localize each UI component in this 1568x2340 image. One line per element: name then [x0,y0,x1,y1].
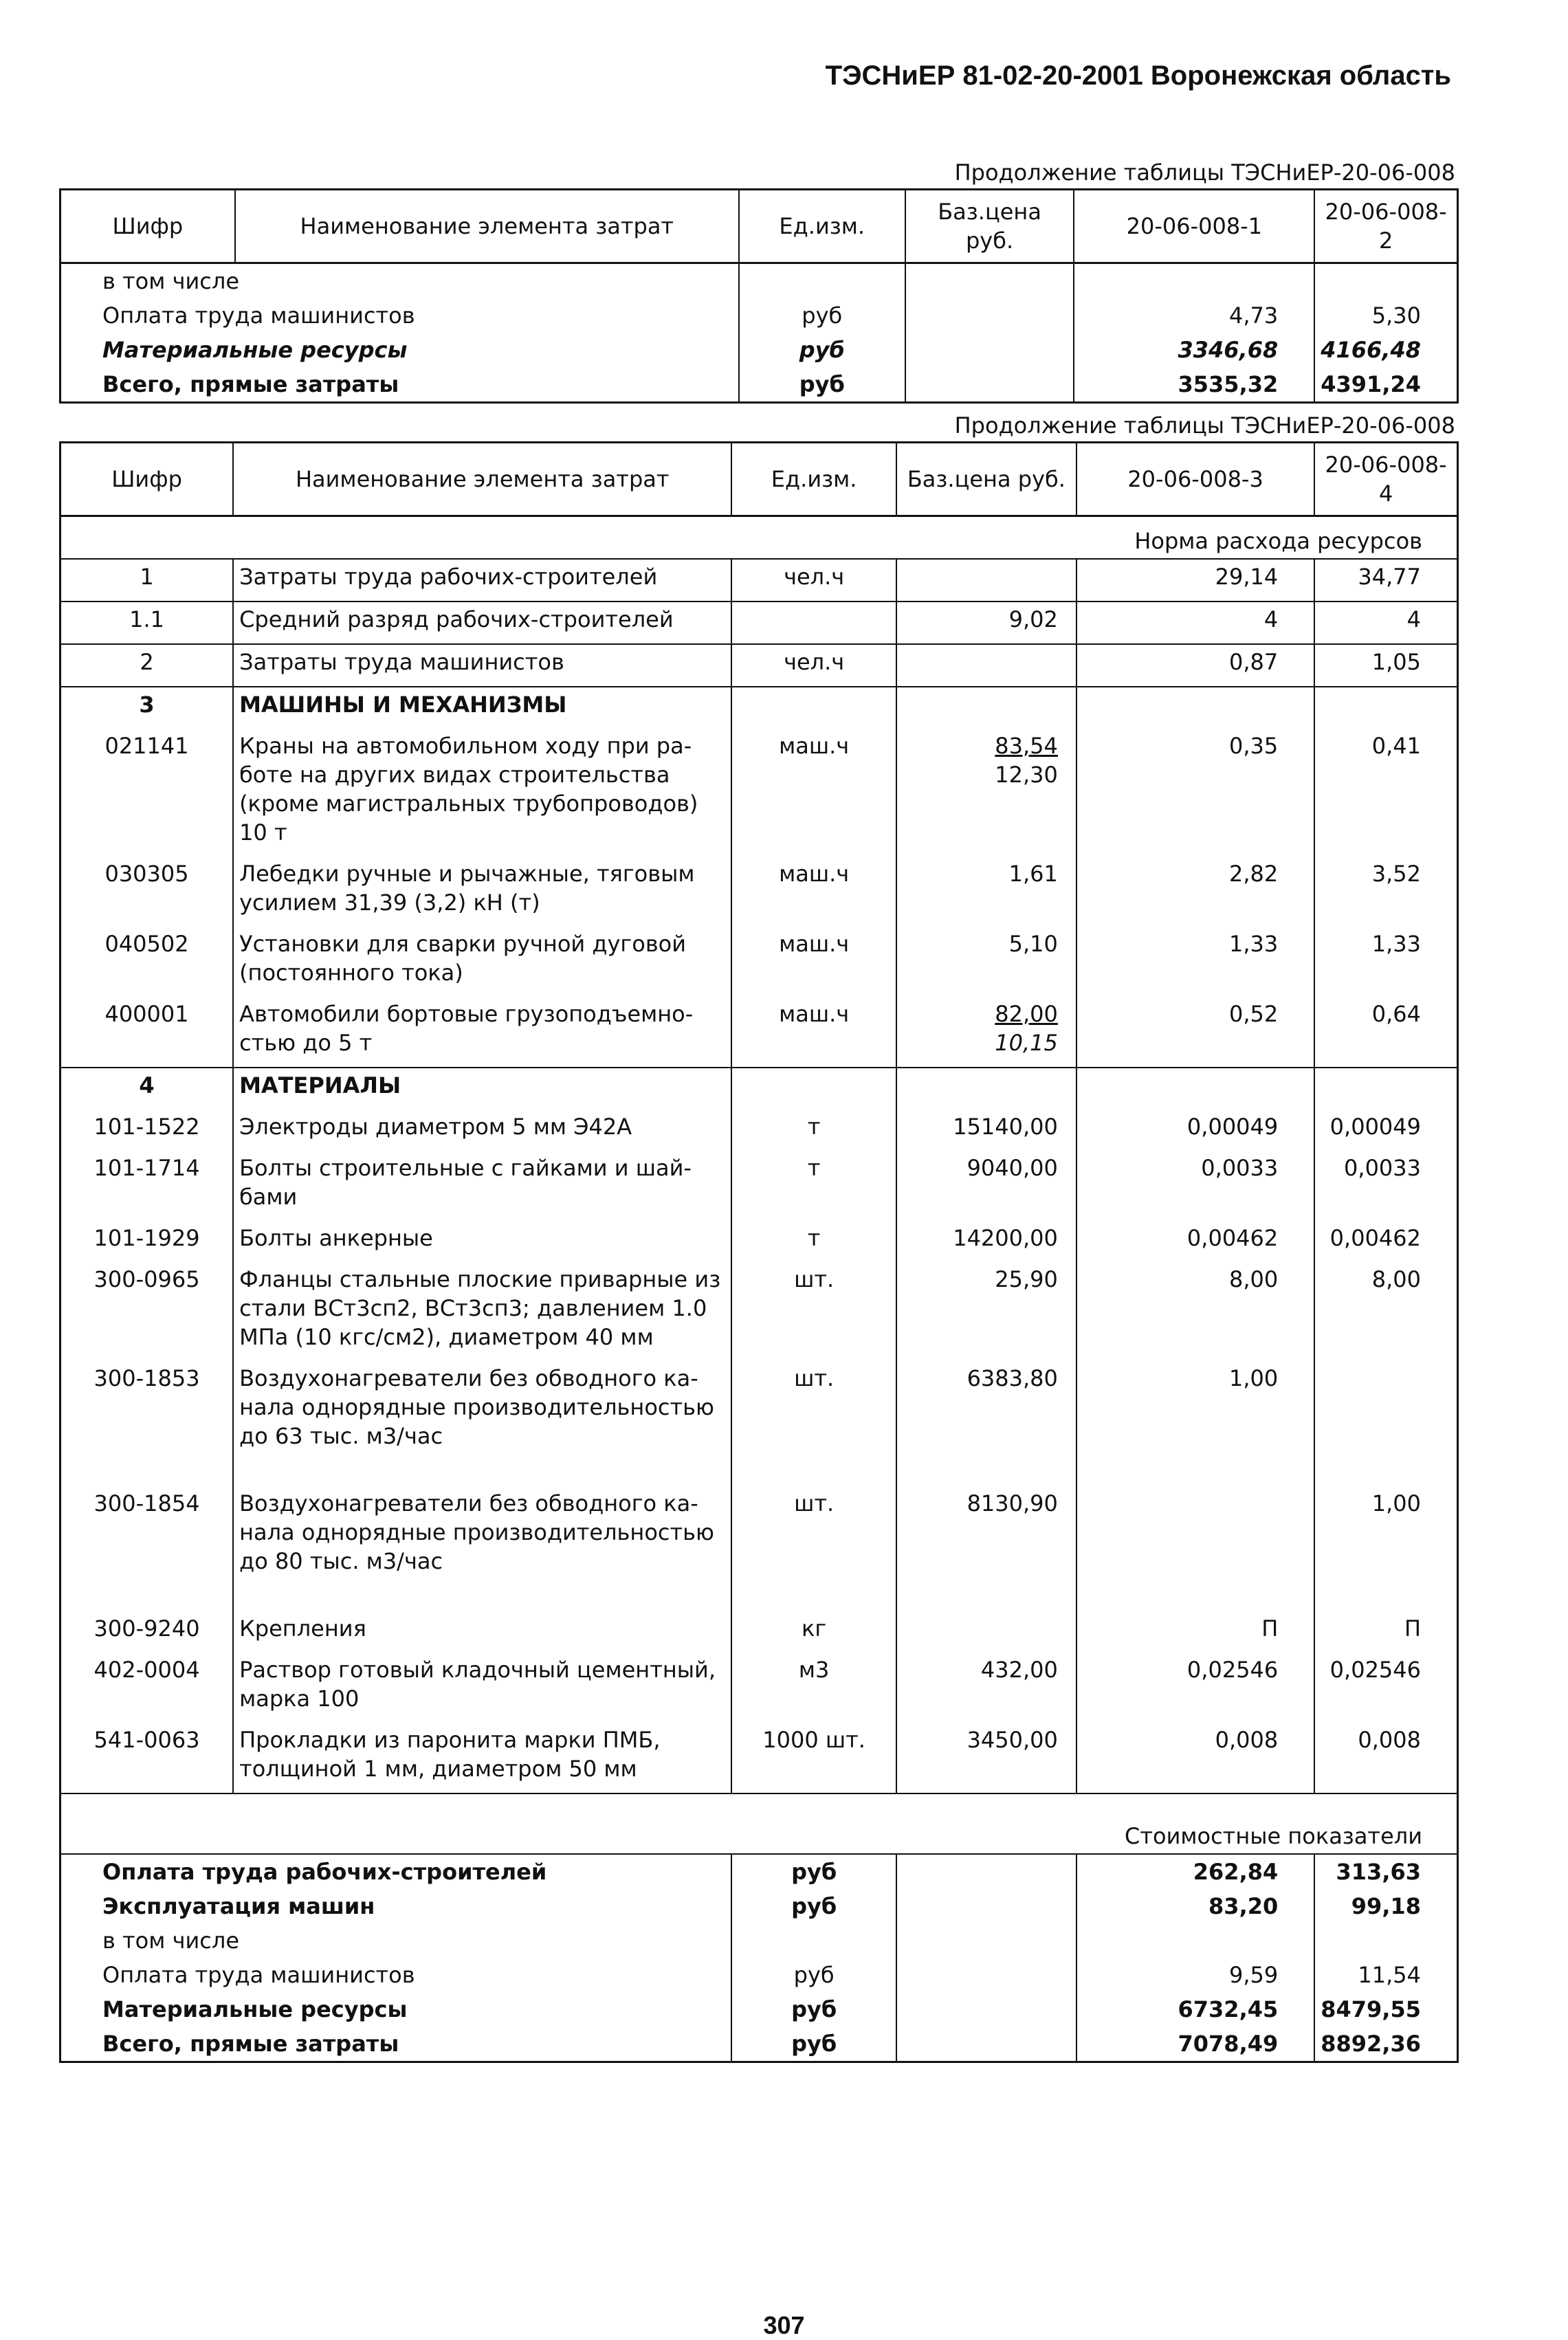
row-price [896,1653,1076,1723]
row-value-b: 0,02546 [1314,1653,1457,1723]
row-price-value: 9,02 [1008,606,1058,632]
row-value-b [1314,1361,1457,1486]
col-header-a: 20-06-008-1 [1074,190,1314,263]
row-value-a: 4,73 [1074,298,1314,333]
table-row [61,1221,1457,1262]
row-value-a: 0,87 [1076,644,1314,687]
row-name: МАТЕРИАЛЫ [233,1068,731,1110]
row-name: Средний разряд рабочих-строителей [233,601,731,644]
row-value-a: 83,20 [1076,1889,1314,1923]
row-unit: чел.ч [731,559,896,601]
row-value-a: 1,00 [1076,1361,1314,1486]
table-2 [59,441,1459,2063]
row-unit: маш.ч [731,997,896,1068]
continuation-label: Продолжение таблицы ТЭСНиЕР-20-06-008 [954,159,1455,186]
table-row [61,263,1457,299]
row-unit: руб [739,367,905,401]
row-name: Оплата труда машинистов [102,1962,415,1988]
norm-label: Норма расхода ресурсов [61,516,1457,560]
row-name: Оплата труда рабочих-строителей [102,1859,547,1885]
row-name: МАШИНЫ И МЕХАНИЗМЫ [233,687,731,729]
row-price [896,1923,1076,1958]
row-price-value: 8130,90 [967,1490,1058,1516]
section-label-row [61,516,1457,560]
row-value-a: 0,35 [1076,729,1314,857]
row-price [896,559,1076,601]
page-number: 307 [763,2311,805,2339]
table-row [61,1992,1457,2027]
row-name: Прокладки из паронита марки ПМБ, толщиной 1 мм, диаметром 50 мм [233,1723,731,1793]
table-row [61,1653,1457,1723]
row-code: 021141 [104,733,189,759]
row-code: 101-1929 [93,1225,200,1251]
row-name: Материальные ресурсы [102,1996,408,2022]
row-unit: 1000 шт. [731,1723,896,1793]
table-row [61,1110,1457,1151]
row-price-value: 432,00 [980,1657,1058,1683]
row-name: Автомобили бортовые грузоподъемно- стью до 5 т [233,997,731,1068]
row-price [896,857,1076,927]
table-header-row [61,443,1457,516]
col-header-name: Наименование элемента затрат [233,443,731,516]
table-row [61,1262,1457,1361]
row-code: 541-0063 [93,1727,200,1753]
table-row [61,927,1457,997]
row-value-a: 3535,32 [1074,367,1314,401]
row-name: Лебедки ручные и рычажные, тяговым усилием 31,39 (3,2) кН (т) [233,857,731,927]
table-row [61,1486,1457,1611]
row-value-b [1314,687,1457,729]
row-value-b: 5,30 [1314,298,1457,333]
row-price-value: 1,61 [1008,861,1058,887]
table-row [61,601,1457,644]
row-value-a: 0,02546 [1076,1653,1314,1723]
row-value-b [1314,1923,1457,1958]
page-header-title: ТЭСНиЕР 81-02-20-2001 Воронежская область [825,60,1451,91]
row-price [896,1110,1076,1151]
row-unit: руб [731,1958,896,1992]
row-value-b: П [1314,1611,1457,1653]
row-value-a: 1,33 [1076,927,1314,997]
row-unit: шт. [731,1486,896,1611]
row-value-a: 0,0033 [1076,1151,1314,1221]
row-price [896,1361,1076,1486]
row-unit: м3 [731,1653,896,1723]
col-header-unit: Ед.изм. [739,190,905,263]
row-price [896,1611,1076,1653]
table-row [61,1889,1457,1923]
table-row [61,559,1457,601]
row-value-a: 0,52 [1076,997,1314,1068]
row-price-value: 83,54 [995,733,1058,759]
table-row [61,333,1457,367]
row-name: Болты строительные с гайками и шай- бами [233,1151,731,1221]
row-price [896,601,1076,644]
row-unit: руб [731,2027,896,2061]
row-name: Электроды диаметром 5 мм Э42А [233,1110,731,1151]
table-1 [59,188,1459,404]
row-name: Материальные ресурсы [102,337,408,363]
row-name: в том числе [102,1928,239,1954]
row-value-b: 4391,24 [1314,367,1457,401]
table-row [61,687,1457,729]
table-row [61,367,1457,401]
row-price-value: 5,10 [1008,931,1058,957]
row-code: 101-1714 [93,1155,200,1181]
row-price [896,1958,1076,1992]
row-value-b: 1,05 [1314,644,1457,687]
row-name: в том числе [102,268,239,294]
row-price-value: 6383,80 [967,1365,1058,1391]
row-value-a: 0,00462 [1076,1221,1314,1262]
row-unit: т [731,1151,896,1221]
table-row [61,1361,1457,1486]
col-header-b: 20-06-008-4 [1314,443,1457,516]
table-row [61,1958,1457,1992]
row-price [896,1151,1076,1221]
row-code: 040502 [104,931,189,957]
table-row [61,1854,1457,1889]
row-value-b: 8479,55 [1314,1992,1457,2027]
table-row [61,1611,1457,1653]
row-price-machinist: 12,30 [995,762,1058,788]
row-value-b: 4166,48 [1314,333,1457,367]
row-value-b: 0,0033 [1314,1151,1457,1221]
col-header-name: Наименование элемента затрат [235,190,739,263]
row-unit: кг [731,1611,896,1653]
row-value-b: 3,52 [1314,857,1457,927]
row-value-a [1076,1068,1314,1110]
row-name: Воздухонагреватели без обводного ка- нала однорядные производительностью до 80 тыс. м3/час [233,1486,731,1611]
row-name: Воздухонагреватели без обводного ка- нала однорядные производительностью до 63 тыс. м3/час [233,1361,731,1486]
row-price [896,1889,1076,1923]
row-name: Фланцы стальные плоские приварные из стали ВСт3сп2, ВСт3сп3; давлением 1.0 МПа (10 кгс/см2), диаметром 40 мм [233,1262,731,1361]
row-unit: руб [731,1992,896,2027]
row-code: 1 [140,564,154,590]
row-value-a: 0,00049 [1076,1110,1314,1151]
row-value-b: 8892,36 [1314,2027,1457,2061]
row-price-value: 3450,00 [967,1727,1058,1753]
row-value-b: 0,00049 [1314,1110,1457,1151]
row-value-a: 2,82 [1076,857,1314,927]
row-unit [731,601,896,644]
row-value-b [1314,1068,1457,1110]
row-value-b: 11,54 [1314,1958,1457,1992]
row-price [896,1723,1076,1793]
row-code: 300-0965 [93,1266,200,1292]
row-value-b: 0,41 [1314,729,1457,857]
col-header-a: 20-06-008-3 [1076,443,1314,516]
row-price [896,644,1076,687]
row-unit: маш.ч [731,729,896,857]
table-row [61,729,1457,857]
row-price [896,687,1076,729]
row-value-a [1076,1923,1314,1958]
row-price [896,1068,1076,1110]
col-header-code: Шифр [61,443,233,516]
row-value-b: 0,64 [1314,997,1457,1068]
col-header-price: Баз.цена руб. [896,443,1076,516]
row-code: 300-1854 [93,1490,200,1516]
row-unit: т [731,1110,896,1151]
table-row [61,1151,1457,1221]
row-price-value: 9040,00 [967,1155,1058,1181]
row-code: 030305 [104,861,189,887]
row-price-value: 25,90 [995,1266,1058,1292]
row-value-b: 1,33 [1314,927,1457,997]
table-header-row [61,190,1457,263]
row-value-a: 9,59 [1076,1958,1314,1992]
row-unit [731,1923,896,1958]
row-value-a [1076,687,1314,729]
row-code: 400001 [104,1001,189,1027]
row-price [896,997,1076,1068]
table-row [61,644,1457,687]
col-header-price: Баз.цена руб. [905,190,1074,263]
row-unit: руб [739,333,905,367]
row-code: 300-1853 [93,1365,200,1391]
table-row [61,298,1457,333]
row-name: Затраты труда рабочих-строителей [233,559,731,601]
table-row [61,1723,1457,1793]
row-name: Затраты труда машинистов [233,644,731,687]
row-name: Краны на автомобильном ходу при ра- боте на других видах строительства (кроме магистральных трубопроводов) 10 т [233,729,731,857]
row-value-b: 0,00462 [1314,1221,1457,1262]
col-header-b: 20-06-008-2 [1314,190,1457,263]
row-value-a [1076,1486,1314,1611]
row-name: Установки для сварки ручной дуговой (постоянного тока) [233,927,731,997]
row-unit: руб [731,1889,896,1923]
row-value-b: 4 [1314,601,1457,644]
cost-label: Стоимостные показатели [61,1793,1457,1854]
row-price [896,1486,1076,1611]
section-label-row [61,1793,1457,1854]
row-name: Оплата труда машинистов [102,302,415,329]
row-price-value: 15140,00 [953,1114,1058,1140]
row-value-b: 313,63 [1314,1854,1457,1889]
row-price [896,1221,1076,1262]
row-value-a: 8,00 [1076,1262,1314,1361]
table-row [61,1068,1457,1110]
table-row [61,857,1457,927]
row-unit: руб [739,298,905,333]
row-name: Раствор готовый кладочный цементный, марка 100 [233,1653,731,1723]
row-unit: маш.ч [731,927,896,997]
row-price [896,1854,1076,1889]
row-price [896,1262,1076,1361]
row-code: 3 [139,692,155,718]
row-name: Эксплуатация машин [102,1893,375,1919]
row-price-machinist: 10,15 [995,1030,1058,1056]
row-unit [731,1068,896,1110]
row-code: 300-9240 [93,1615,200,1642]
continuation-label: Продолжение таблицы ТЭСНиЕР-20-06-008 [954,412,1455,439]
row-value-a: П [1076,1611,1314,1653]
row-price-value: 14200,00 [953,1225,1058,1251]
col-header-unit: Ед.изм. [731,443,896,516]
table-row [61,997,1457,1068]
row-value-a: 7078,49 [1076,2027,1314,2061]
row-unit: маш.ч [731,857,896,927]
row-name: Крепления [233,1611,731,1653]
row-code: 2 [140,649,154,675]
row-unit: шт. [731,1262,896,1361]
row-value-a: 3346,68 [1074,333,1314,367]
row-price [896,2027,1076,2061]
row-price [896,927,1076,997]
row-code: 101-1522 [93,1114,200,1140]
row-unit: чел.ч [731,644,896,687]
row-unit: шт. [731,1361,896,1486]
row-name: Болты анкерные [233,1221,731,1262]
row-unit: руб [731,1854,896,1889]
row-value-b: 8,00 [1314,1262,1457,1361]
row-price [896,729,1076,857]
row-value-a: 0,008 [1076,1723,1314,1793]
table-row [61,2027,1457,2061]
row-unit: т [731,1221,896,1262]
row-value-b: 34,77 [1314,559,1457,601]
row-code: 402-0004 [93,1657,200,1683]
row-value-a: 29,14 [1076,559,1314,601]
row-code: 1.1 [129,606,164,632]
row-value-a: 262,84 [1076,1854,1314,1889]
row-code: 4 [139,1072,155,1099]
row-price-value: 82,00 [995,1001,1058,1027]
row-unit [731,687,896,729]
row-value-b: 1,00 [1314,1486,1457,1611]
col-header-code: Шифр [61,190,235,263]
row-name: Всего, прямые затраты [102,2031,399,2057]
row-value-a: 6732,45 [1076,1992,1314,2027]
row-name: Всего, прямые затраты [102,371,399,397]
row-value-a: 4 [1076,601,1314,644]
table-row [61,1923,1457,1958]
row-price [896,1992,1076,2027]
row-value-b: 0,008 [1314,1723,1457,1793]
row-value-b: 99,18 [1314,1889,1457,1923]
